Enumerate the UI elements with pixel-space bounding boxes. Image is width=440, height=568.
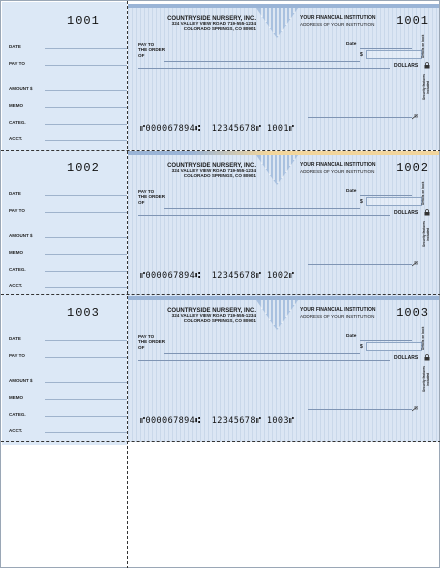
stub-categ-line[interactable] [9, 406, 127, 418]
check-row [1, 151, 440, 297]
stub-memo-label: MEMO [9, 395, 23, 400]
date-field[interactable] [360, 340, 412, 341]
amount-words-field[interactable] [138, 360, 390, 361]
signature-field[interactable] [308, 264, 412, 265]
company-city: COLORADO SPRINGS, CO 80901 [183, 173, 256, 179]
signature-field[interactable] [308, 409, 412, 410]
signature-field[interactable] [308, 117, 412, 118]
stub-memo-label: MEMO [9, 250, 23, 255]
stub-number: 1003 [67, 306, 100, 320]
bank-name: YOUR FINANCIAL INSTITUTION [300, 307, 376, 313]
bank-block [300, 16, 375, 27]
bank-name: YOUR FINANCIAL INSTITUTION [300, 162, 376, 168]
stub-amount-line[interactable] [9, 372, 127, 384]
stub-date-line[interactable] [9, 185, 127, 197]
payee-field[interactable] [164, 353, 360, 354]
stub-date-label: DATE [9, 44, 21, 49]
stub-number: 1001 [67, 14, 100, 28]
dollar-sign: $ [360, 344, 363, 350]
micr-line: ⑈000067894⑆ 12345678⑈ 1001⑈ [140, 124, 295, 134]
check-number: 1003 [396, 306, 429, 320]
signature-mark-icon [412, 261, 418, 267]
security-graphic [256, 300, 298, 330]
check-row [1, 296, 440, 442]
check-row [1, 4, 440, 150]
security-features-note: Security features included [422, 221, 430, 247]
micr-line: ⑈000067894⑆ 12345678⑈ 1003⑈ [140, 416, 295, 426]
stub-acct-label: ACCT. [9, 428, 23, 433]
stub-payto-line[interactable] [9, 55, 127, 67]
stub-categ-label: CATEG. [9, 267, 26, 272]
stub-acct-label: ACCT. [9, 283, 23, 288]
company-name: COUNTRYSIDE NURSERY, INC. [167, 16, 256, 22]
dollar-sign: $ [360, 52, 363, 58]
security-features-note: Security features included [422, 366, 430, 392]
bank-block [300, 163, 375, 174]
company-block [128, 16, 256, 32]
signature-mark-icon [412, 114, 418, 120]
payee-field[interactable] [164, 61, 360, 62]
check-stub [1, 296, 127, 442]
stub-number: 1002 [67, 161, 100, 175]
company-block [128, 308, 256, 324]
stub-acct-line[interactable] [9, 422, 127, 434]
dollars-label: DOLLARS [394, 355, 419, 361]
stub-memo-line[interactable] [9, 389, 127, 401]
horizontal-perforation [1, 441, 440, 442]
amount-words-field[interactable] [138, 68, 390, 69]
bank-block [300, 308, 375, 319]
company-name: COUNTRYSIDE NURSERY, INC. [167, 163, 256, 169]
payto-label: PAY TO THE ORDER OF [138, 189, 166, 205]
date-field[interactable] [360, 195, 412, 196]
bank-address: ADDRESS OF YOUR INSTITUTION [300, 313, 375, 319]
stub-categ-line[interactable] [9, 261, 127, 273]
stub-payto-label: PAY TO [9, 353, 25, 358]
company-city: COLORADO SPRINGS, CO 80901 [183, 318, 256, 324]
company-address: 324 VALLEY VIEW ROAD 719-555-1234 [171, 168, 256, 174]
micr-line: ⑈000067894⑆ 12345678⑈ 1002⑈ [140, 271, 295, 281]
security-note: Details on back [421, 34, 425, 58]
stub-categ-label: CATEG. [9, 120, 26, 125]
stub-payto-label: PAY TO [9, 208, 25, 213]
stub-amount-label: AMOUNT $ [9, 86, 33, 91]
date-field[interactable] [360, 48, 412, 49]
stub-date-line[interactable] [9, 38, 127, 50]
dollar-sign: $ [360, 199, 363, 205]
stub-date-label: DATE [9, 336, 21, 341]
check [128, 151, 439, 297]
stub-amount-label: AMOUNT $ [9, 233, 33, 238]
bank-address: ADDRESS OF YOUR INSTITUTION [300, 168, 375, 174]
horizontal-perforation [1, 294, 440, 295]
security-note: Details on back [421, 326, 425, 350]
stub-acct-line[interactable] [9, 130, 127, 142]
payee-field[interactable] [164, 208, 360, 209]
stub-acct-label: ACCT. [9, 136, 23, 141]
company-address: 324 VALLEY VIEW ROAD 719-555-1234 [171, 313, 256, 319]
security-note: Details on back [421, 181, 425, 205]
stub-amount-label: AMOUNT $ [9, 378, 33, 383]
stub-acct-line[interactable] [9, 277, 127, 289]
check-stub [1, 151, 127, 297]
date-label: Date [346, 334, 357, 339]
signature-mark-icon [412, 406, 418, 412]
company-address: 324 VALLEY VIEW ROAD 719-555-1234 [171, 21, 256, 27]
check [128, 4, 439, 150]
company-block [128, 163, 256, 179]
amount-field[interactable] [366, 342, 422, 351]
payto-label: PAY TO THE ORDER OF [138, 334, 166, 350]
dollars-label: DOLLARS [394, 63, 419, 69]
stub-categ-label: CATEG. [9, 412, 26, 417]
company-name: COUNTRYSIDE NURSERY, INC. [167, 308, 256, 314]
stub-memo-line[interactable] [9, 97, 127, 109]
stub-amount-line[interactable] [9, 80, 127, 92]
stub-categ-line[interactable] [9, 114, 127, 126]
stub-amount-line[interactable] [9, 227, 127, 239]
check-stub [1, 4, 127, 150]
stub-payto-line[interactable] [9, 202, 127, 214]
security-graphic [256, 155, 298, 185]
stub-date-line[interactable] [9, 330, 127, 342]
payto-label: PAY TO THE ORDER OF [138, 42, 166, 58]
amount-field[interactable] [366, 50, 422, 59]
stub-memo-line[interactable] [9, 244, 127, 256]
security-features-note: Security features included [422, 74, 430, 100]
stub-payto-line[interactable] [9, 347, 127, 359]
security-graphic [256, 8, 298, 38]
check-number: 1001 [396, 14, 429, 28]
bank-address: ADDRESS OF YOUR INSTITUTION [300, 21, 375, 27]
stub-payto-label: PAY TO [9, 61, 25, 66]
bank-name: YOUR FINANCIAL INSTITUTION [300, 15, 376, 21]
amount-field[interactable] [366, 197, 422, 206]
amount-words-field[interactable] [138, 215, 390, 216]
check [128, 296, 439, 442]
stub-memo-label: MEMO [9, 103, 23, 108]
company-city: COLORADO SPRINGS, CO 80901 [183, 26, 256, 32]
date-label: Date [346, 189, 357, 194]
date-label: Date [346, 42, 357, 47]
check-number: 1002 [396, 161, 429, 175]
dollars-label: DOLLARS [394, 210, 419, 216]
stub-date-label: DATE [9, 191, 21, 196]
